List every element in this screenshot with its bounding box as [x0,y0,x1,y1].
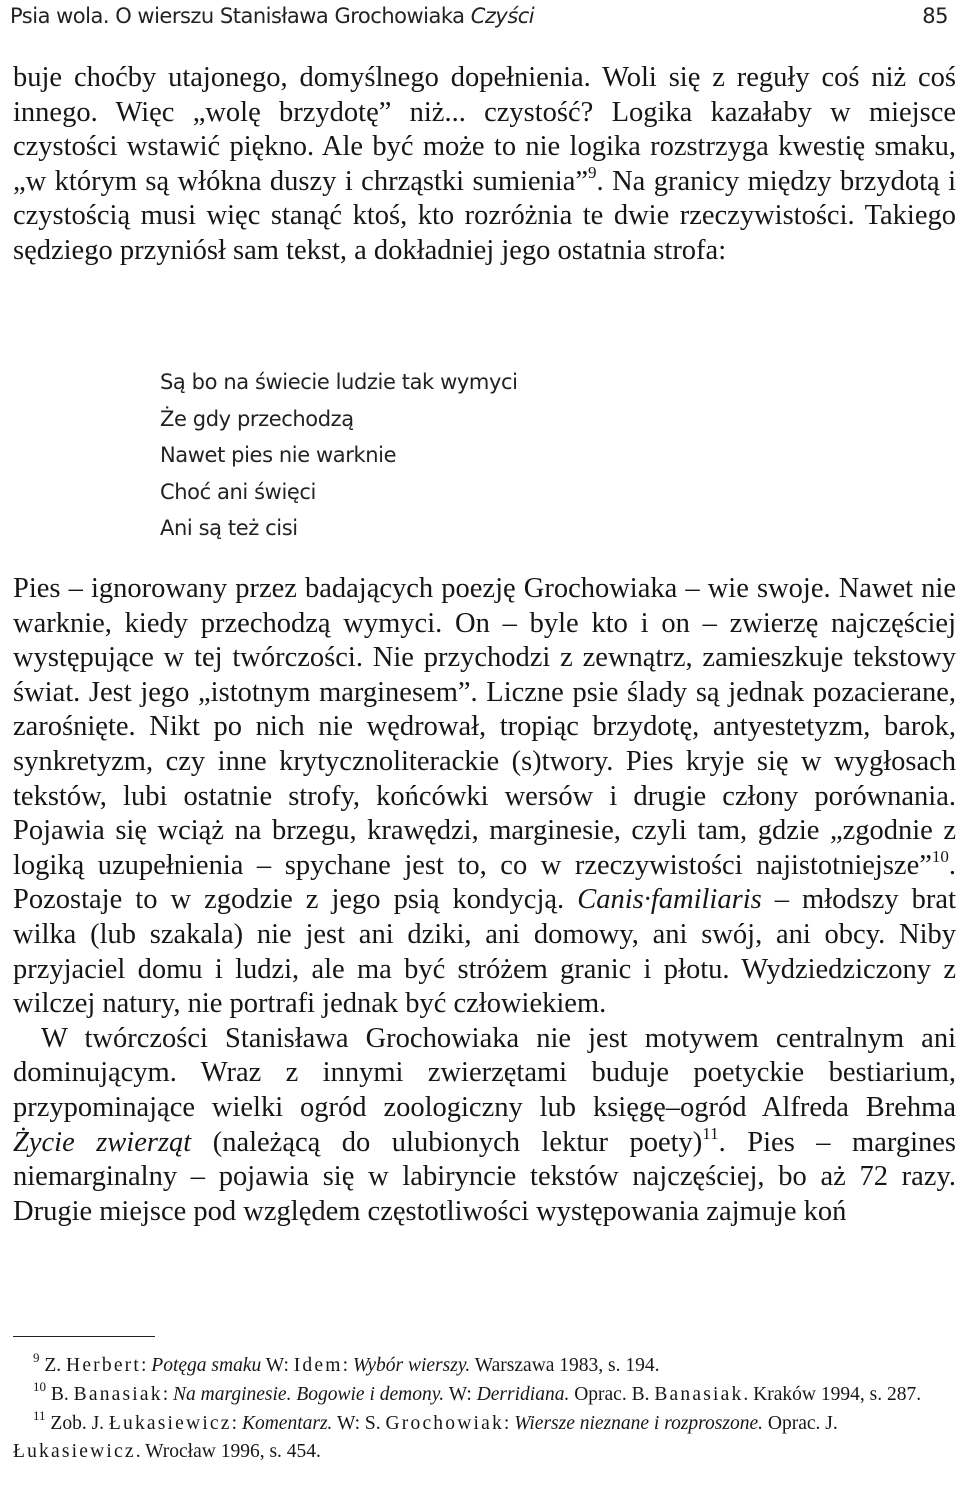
running-head-text: Psia wola. O wierszu Stanisława Grochowiaka [10,4,471,28]
footnote-reference[interactable]: 11 [702,1123,719,1143]
running-head [10,4,534,28]
cited-title: Komentarz. [241,1412,333,1434]
author-name: Grochowiak [385,1412,504,1434]
verse-line: Ani są też cisi [160,516,298,540]
cited-title: Potęga smaku [151,1355,262,1376]
body-text-top [13,61,956,269]
footnote-text: : [503,1412,515,1434]
author-name: Łukasiewicz [13,1441,136,1463]
verse-line: Są bo na świecie ludzie tak wymyci [160,370,518,394]
footnote-text: : [162,1383,174,1405]
footnote-number: 10 [33,1378,46,1394]
paragraph [13,572,956,1022]
verse-quote [160,364,518,547]
footnote-text: . Wrocław 1996, s. 454. [135,1441,321,1463]
paragraph-text: Pies – ignorowany przez badających poezję Grochowiaka – wie swoje. Nawet nie warknie, kiedy przechodzą wymyci. On – byle kto i on – zwierzę najczęściej występujące w tej twórczości. Nie przychodzi z zewnątrz, zamieszkuje tekstowy świat. Jest jego „istotnym marginesem”. Liczne psie ślady są jednak pozacierane, zarośnięte. Nikt po nich nie wędrował, tropiąc brzydotę, antyestetyzm, barok, synkretyzm, czy inne krytycznoliterackie (s)twory. Pies kryje się w wygłosach tekstów, lubi ostatnie strofy, końcówki wersów i drugie człony porównania. Pojawia się wciąż na brzegu, krawędzi, marginesie, czyli tam, gdzie „zgodnie z logiką uzupełnienia – spychane jest to, co w rzeczywistości najistotniejsze” [13,573,956,881]
footnote-text: Oprac. B. [569,1383,655,1405]
footnote-text: : [231,1412,242,1434]
latin-name: Canis·familiaris [577,884,762,916]
footnote-text: W: S. [332,1412,386,1434]
paragraph [13,61,956,269]
paragraph-text: buje choćby utajonego, domyślnego dopełnienia. Woli się z reguły coś niż coś innego. Więc „wolę brzydotę” niż... czystość? Logika kazałaby w miejsce czystości wstawić piękno. Ale być może to nie logika rozstrzyga kwestię smaku, „w którym są włókna duszy i chrząstki sumienia” [13,62,956,197]
footnote-number: 9 [33,1350,40,1365]
verse-line: Choć ani święci [160,479,316,504]
book-title: Życie zwierząt [13,1126,192,1158]
footnote [13,1378,956,1410]
footnote-text: : [141,1355,152,1376]
footnotes [13,1352,956,1467]
paragraph [13,1022,956,1230]
cited-title: Wiersze nieznane i rozproszone. [514,1412,763,1434]
footnote-divider [13,1336,155,1337]
footnote-number: 11 [33,1407,46,1423]
footnote-reference[interactable]: 9 [588,162,597,182]
footnote-text: : [342,1355,353,1376]
page-header [10,4,948,38]
footnote-text: . Kraków 1994, s. 287. [743,1383,922,1405]
cited-title: Wybór wierszy. [352,1355,471,1376]
paragraph-text: – młodszy brat wilka (lub szakala) nie jest ani dziki, ani domowy, ani swój, ani obcy. Niby przyjaciel domu i ludzi, ale ma być stróżem granic i płotu. Wydziedziczony z wilczej natury, nie portrafi jednak być człowiekiem. [13,884,956,1020]
paragraph-text: . Pies – margines niemarginalny – pojawia się w labiryncie tekstów najczęściej, bo aż 72 razy. Drugie miejsce pod względem częstotliwości występowania zajmuje koń [13,1126,956,1227]
footnote-text: Warszawa 1983, s. 194. [470,1355,660,1376]
body-text-bottom [13,572,956,1229]
footnote-text: Zob. J. [45,1412,109,1434]
verse-line: Że gdy przechodzą [160,406,354,431]
cited-title: Na marginesie. Bogowie i demony. [173,1383,445,1405]
footnote [13,1407,956,1468]
footnote-reference[interactable]: 10 [931,846,949,866]
footnote-text: W: [444,1383,477,1405]
footnote-text: Z. [39,1355,67,1376]
paragraph-text: W twórczości Stanisława Grochowiaka nie jest motywem centralnym ani dominującym. Wraz z innymi zwierzętami buduje poetyckie bestiarium, przypominające wielki ogród zoologiczny lub księgę–ogród Alfreda Brehma [13,1022,956,1123]
running-head-italic: Czyści [470,4,535,28]
footnote-text: W: [261,1355,294,1376]
paragraph-text: . Pozostaje to w zgodzie z jego psią kondycją. [13,849,956,916]
paragraph-text: (należącą do ulubionych lektur poety) [191,1126,703,1158]
author-name: Idem [293,1355,343,1376]
paragraph-text: . Na granicy między brzydotą i czystością musi więc stanąć ktoś, kto rozróżnia te dwie rzeczywistości. Takiego sędziego przyniósł sam tekst, a dokładniej jego ostatnia strofa: [13,165,957,266]
footnote-text: B. [46,1383,74,1405]
author-name: Herbert [66,1355,141,1376]
verse-line: Nawet pies nie warknie [160,443,397,467]
footnote-text: Oprac. J. [763,1412,838,1434]
author-name: Łukasiewicz [108,1412,232,1434]
footnote [13,1352,956,1381]
author-name: Banasiak [654,1383,744,1405]
author-name: Banasiak [73,1383,163,1405]
cited-title: Derridiana. [476,1383,570,1405]
page-number: 85 [922,4,948,28]
